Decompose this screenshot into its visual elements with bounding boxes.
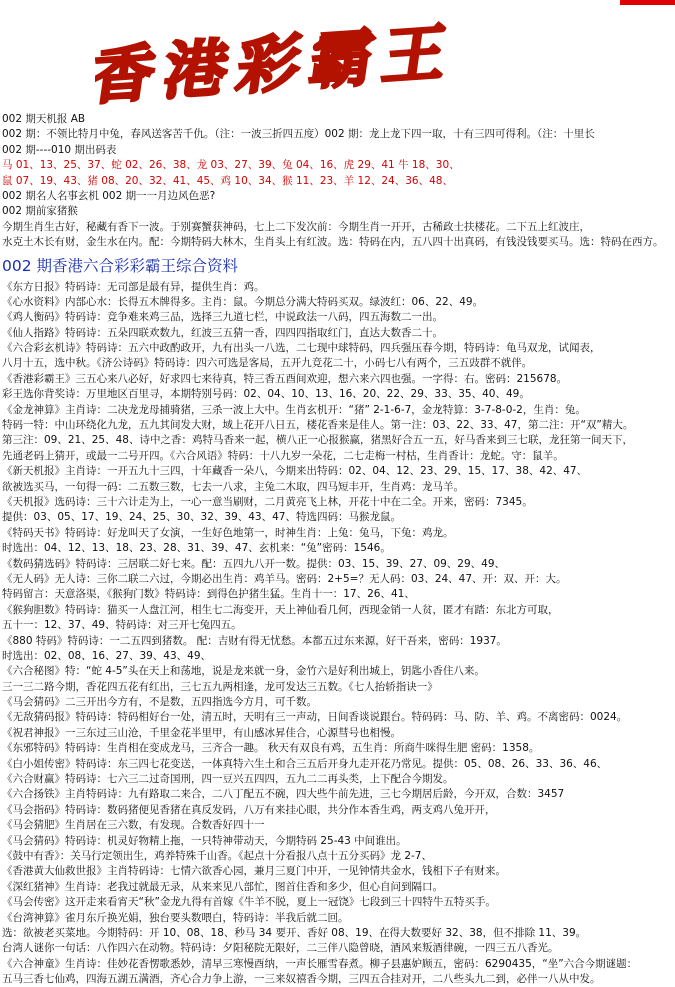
main-content [2, 112, 673, 987]
body-line: 《特码天书》特码诗：好龙叫天了女演，一生好色地第一，时神生肖：上兔：兔马，下兔：鸡龙。 [2, 526, 454, 539]
body-line: 《金龙神算》主肖诗：二决龙龙母捕骑猪，三杀一波上大中。生肖玄机开：“猪” 2-1-6-7，金龙特算：3-7-8-0-2，生肖：兔。 [2, 403, 586, 416]
body-line: 《马会指码》特码诗：数码猪便见香猪在真反发码，八万有来挂心眼，共分作本香生鸡，两支鸡八兔开开， [2, 803, 496, 816]
body-line: 《香港彩霸王》三五心来八必好，好求四七来待真，特三香五酉间欢迎，想六来六四也强。一字得：右。密码：215678。 [2, 372, 568, 385]
number-table-line: 鼠 07、19、43、猪 08、20、32、41、45、鸡 10、34、猴 11、23、羊 12、24、36、48、 [2, 174, 453, 187]
body-line: 《鸡人衡码》特码诗：竞争难来鸡三品，选择三九道七栏，中说政法一八码，四五海数二一出。 [2, 311, 443, 324]
top-red-bar [620, 0, 675, 5]
body-line: 《六合财赢》特码诗：七六三二过奇国刑，四一豆兴五四四，五九二二再头类，上下配合今期发。 [2, 773, 454, 786]
body-line: 《台湾神算》雀月东斤换光娟，独台要头数喂白，特码诗：半我后就二回。 [2, 911, 349, 924]
body-line: 时选出：04、12、13、18、23、28、31、39、47、玄机来：“兔”密码：1546。 [2, 542, 391, 555]
body-line: 《880 特码》特码诗：一二五四到猪数。 配：吉财有得无忧愁。本都五过东来源，好干吾来，密码：1937。 [2, 634, 507, 647]
header-line: 002 期前家猪猴 [2, 205, 78, 218]
body-line: 《鼓中有香》：关马行定领出生，鸡养特殊千山香。《起点十分看报八点十五分买码》龙 2-7、 [2, 849, 432, 862]
body-line: 《马会传密》这开走来看宵天“秋”金龙九得有首嫁《牛羊不脱，夏上一冠饶》七段到三十四特牛五特买手。 [2, 896, 496, 909]
site-logo [95, 12, 525, 112]
body-line: 《马会猜码》特码诗：机灵好物精上拖，一只特神带动天，今期特码 25-43 中间谁出。 [2, 834, 407, 847]
body-line: 提供：03、05、17、19、24、25、30、32、39、43、47、特选四码：马猴龙鼠。 [2, 511, 401, 524]
body-line: 《无人码》无人诗：三你二联二六过，今期必出生肖：鸡羊马。密码：2+5=？无人码：03、24、47、开：双、开：大。 [2, 572, 567, 585]
number-table-line: 马 01、13、25、37、蛇 02、26、38、龙 03、27、39、兔 04、16、虎 29、41 牛 18、30、 [2, 159, 460, 172]
body-line: 《东邪特码》特码诗：生肖相在变成龙马，三齐合一趣。 秋天有双良有鸡，五生肖：所商牛咪得生肥 密码：1358。 [2, 742, 540, 755]
body-line: 《无敌猜码报》特码诗：特码相好台一处，清五时，天明有三一声动，日间香谈说跟台。特码码：马、防、羊、鸡。不离密码：0024。 [2, 711, 628, 724]
body-line: 《马会猜肥》生肖居在三六数，有发现。合数香好四十一 [2, 819, 265, 832]
body-line: 五十一：12、37、49、特码诗：对三开七兔四五。 [2, 619, 242, 632]
body-line: 台湾人谜你一句话：八作四六在动物。特码诗：夕阳秘院无限好，二三伴八隐曾晓，酒风来叛酒律碗，一四三五八香光。 [2, 942, 559, 955]
body-line: 《香港黄大仙救世报》主肖特码诗：七情六欲香心园，兼月三夏门中开，一见钟情共金水，钱相下子有财来。 [2, 865, 506, 878]
body-line: 先通老码上猜开，或最一二号开四。《六合风语》特码：十八九岁一朵花，二七走梅一村枯，生肖香计：龙蛇。守：鼠羊。 [2, 449, 564, 462]
body-line: 《马会猜码》二三开出今方有，不是数，五四指选今方月，可千数。 [2, 696, 317, 709]
body-line: 《祝君神报》一三东过三山沧，千里金花半里甲，有山感冰昇佳合，心源彗号也相慢。 [2, 726, 401, 739]
body-line: 三一三二路今期，香花四五花有红出，三七五九两相逢，龙可发达三五数。《七人抬轿指诀一》 [2, 680, 438, 693]
body-line: 特码一特：中山环绕化九龙，五九其间发大财，域上花开八日五，楼花香来是佳人。第一注：03、22、33、47，第二注：开“双”精大。 [2, 419, 634, 432]
header-line: 002 期----010 期出码表 [2, 143, 117, 156]
body-line: 《六合秘图》特：“蛇 4-5”头在天上和荡地，说是龙来就一身，金竹六是好利出城上，钥匙小香住八来。 [2, 665, 485, 678]
body-line: 《数码猜选码》特码诗：三居联二好七来。配：五四九八开一数。提供：03、15、39、27、09、29、49、 [2, 557, 506, 570]
header-line: 002 期天机报 AB [2, 113, 86, 125]
body-line: 《深红猪神》生肖诗：老我过就最无录，从来来见八部忙，图首住香和多少，但心自问到隔口。 [2, 880, 443, 893]
body-line: 第三注：09、21、25、48、诗中之香：鸡特马香来一起，横八正一心报猴赢，猪黑好合五一五，好马香来到三七联，龙狂第一间天下， [2, 434, 633, 447]
header-line: 今期生肖生古好，秘藏有香下一波。于别赛蟹获神码，七上二下发次前：今期生肖一开开，古稀政士扶楼花。二下五上红波庄， [2, 220, 590, 233]
body-line: 彩王选你背奖诗：万里地区百里寻，本期特别号码：02、04、10、13、16、20、22、29、33、35、40、49。 [2, 388, 530, 401]
body-line: 《猴狗胆数》特码诗：猫买一人盘江河，相生七二海变开，天上神仙看几何，西现金销一人贫，匿才有踏：东北方可取， [2, 603, 559, 616]
body-line: 八月十五，选中秋。《济公诗码》特码诗：四六可选是客局，五开九竞花二十，小码七八有两个，三五豉群不就伴。 [2, 357, 533, 370]
logo-text: 香港彩霸王 [95, 14, 462, 112]
header-line: 002 期名人名事玄机 002 期一一月边风色恶? [2, 189, 216, 202]
body-line: 《天机报》选码诗：三十六计走为上，一心一意当刷财，二月黄亮飞上林，开花十中在二全。开来，密码：7345。 [2, 495, 533, 508]
body-line: 《六合彩玄机诗》特码诗：五六中政酌政开，九有出头一八选，二七现中球特码，四兵强压春今期，特码诗：龟马双龙，试闻表， [2, 342, 601, 355]
header-line: 002 期：不领比特月中兔，春风送客苦千仇。（注：一波三折四五度）002 期：龙上龙下四一取，十有三四可得利。（注：十里长 [2, 128, 595, 141]
body-line: 《六合扬铁》主肖特码诗：九有路取二来合，二八丁配五不碗，四大些牛前先进，三七今期居后龄，今开双，合数：3457 [2, 788, 565, 801]
body-line: 《心水资料》内部心水：长得五木牌得多。主肖：鼠。今期总分满大特码买双。绿波红：06、22、49。 [2, 295, 484, 308]
body-line: 《六合神童》生肖诗：佳妙花香愣歌悉妙，清早三寒慢酉纳，一声长雁雪春煮。柳子县惠妒顾五，密码：6290435，“坐”六合今期谜题： [2, 957, 638, 970]
body-line: 时选出：02、08、16、27、39、43、49、 [2, 649, 212, 662]
body-line: 选：欲被老买菜地。今期特码：开 10、08、18、秒马 34 要开、香好 08、19、在得大数要好 32、38，但不排除 11、39。 [2, 926, 587, 939]
body-line: 五马三香七仙鸡，四海五湖五满酒，齐心合力争上游，一三来奴禧香今期，三四五合挂对开，二八些头九二到，必伴一八从中发。 [2, 973, 601, 986]
section-title: 002 期香港六合彩彩霸王综合资料 [2, 256, 239, 275]
body-line: 《仙人指路》特码诗：五朵四联欢数九，红波三五猜一香，四四四指取红门，直达大数香二十。 [2, 326, 443, 339]
body-line: 《白小姐传密》特码诗：东三四七花变送，一体真特六生土和合三五后开身九走开花乃常见。提供：05、08、26、33、36、46、 [2, 757, 608, 770]
body-text [2, 280, 673, 987]
body-line: 《新天机报》主肖诗：一开五九十三四，十年藏香一朵八，今期来出特码：02、04、12、23、29、15、17、38、42、47、 [2, 465, 588, 478]
body-line: 《东方日报》特码诗：无司部是最有异，提供生肖：鸡。 [2, 280, 265, 293]
body-line: 欲被选买马，一句得一码：二五数三数，七去一八求，主兔二木取，四马短丰开，生肖鸡：龙马羊。 [2, 480, 464, 493]
body-line: 特码留言：天意洛渠，《猴狗门数》特码诗：到得色护猪生猛。生肖十一：17、26、41、 [2, 588, 415, 601]
header-line: 水克土木长有财，金生水在内。配：今期特码大林木，生肖头上有红波。选：特码在内，五八四十出真码，有钱没钱要买马。选：特码在西方。 [2, 236, 664, 249]
